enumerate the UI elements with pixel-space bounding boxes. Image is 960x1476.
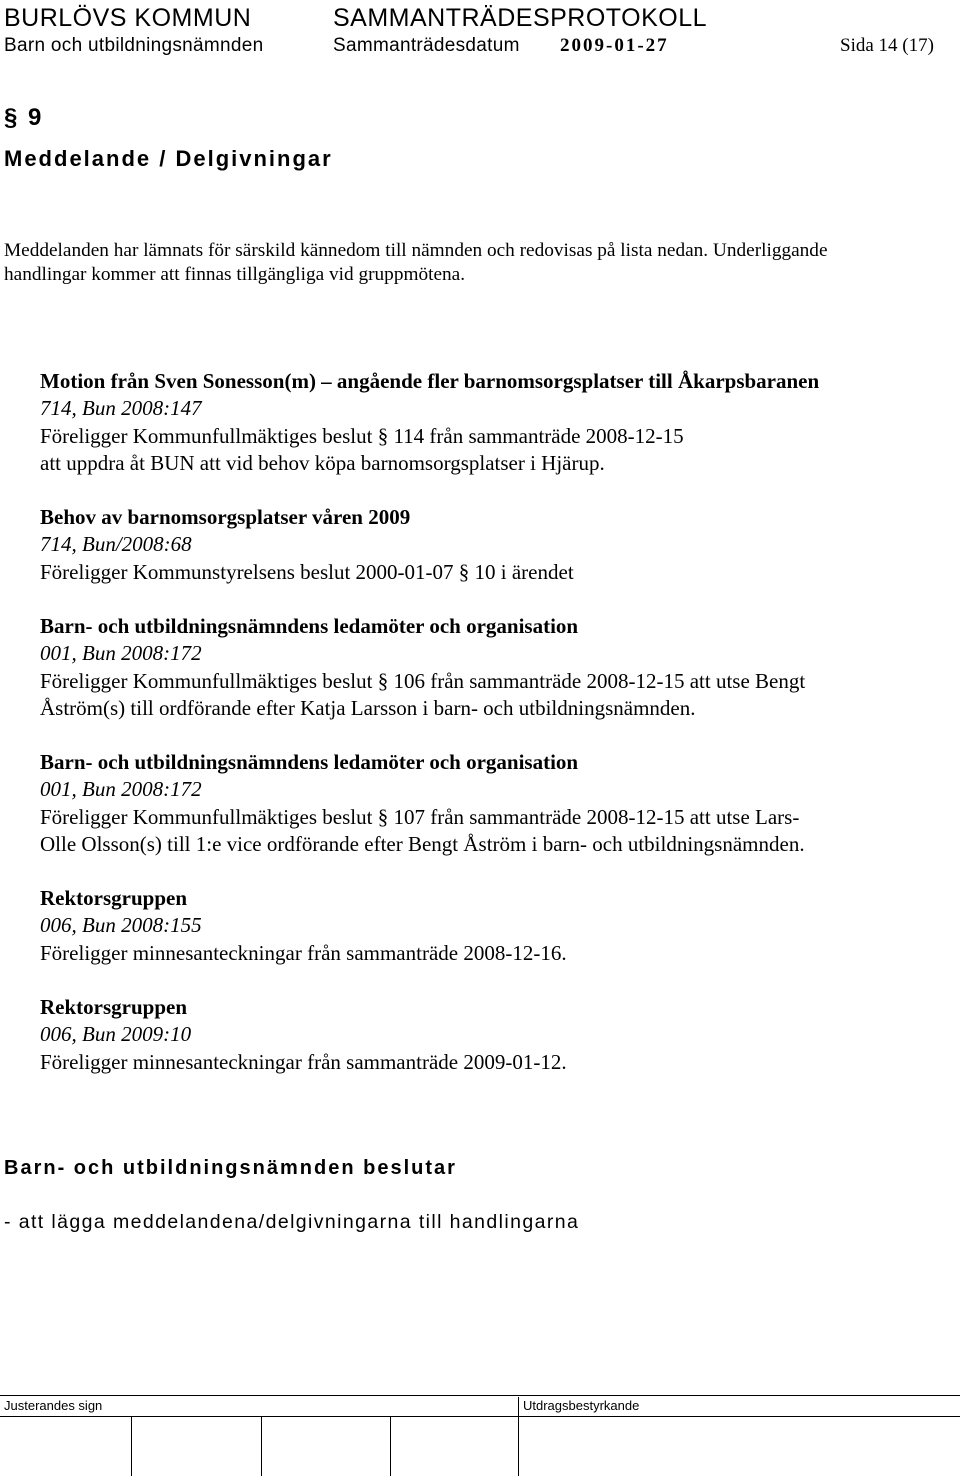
footer-top-rule (0, 1395, 960, 1396)
signature-box-divider (261, 1416, 262, 1476)
item-text-line: Åström(s) till ordförande efter Katja Larsson i barn- och utbildningsnämnden. (40, 696, 696, 720)
date-label: Sammanträdesdatum (333, 35, 520, 56)
item-reference: 714, Bun/2008:68 (40, 532, 192, 556)
item-text-line: att uppdra åt BUN att vid behov köpa barnomsorgsplatser i Hjärup. (40, 451, 605, 475)
signature-box-divider (131, 1416, 132, 1476)
footer-mid-rule (0, 1416, 960, 1417)
item-reference: 714, Bun 2008:147 (40, 396, 202, 420)
signature-label: Justerandes sign (4, 1398, 103, 1413)
item-title: Behov av barnomsorgsplatser våren 2009 (40, 505, 411, 529)
meeting-date: 2009-01-27 (560, 35, 669, 56)
item-reference: 006, Bun 2008:155 (40, 913, 202, 937)
intro-line-2: handlingar kommer att finnas tillgängliga vid gruppmötena. (4, 264, 466, 285)
item-title: Barn- och utbildningsnämndens ledamöter och organisation (40, 614, 579, 638)
item-reference: 006, Bun 2009:10 (40, 1022, 192, 1046)
item-title: Rektorsgruppen (40, 886, 188, 910)
item-text-line: Föreligger minnesanteckningar från sammanträde 2009-01-12. (40, 1050, 567, 1074)
committee-name: Barn och utbildningsnämnden (4, 35, 264, 56)
certification-label: Utdragsbestyrkande (523, 1398, 640, 1413)
signature-box-divider (518, 1397, 519, 1476)
item-text-line: Föreligger Kommunfullmäktiges beslut § 106 från sammanträde 2008-12-15 att utse Bengt (40, 669, 806, 693)
signature-box-divider (390, 1416, 391, 1476)
item-title: Rektorsgruppen (40, 995, 188, 1019)
section-number: § 9 (4, 104, 44, 131)
item-title: Motion från Sven Sonesson(m) – angående fler barnomsorgsplatser till Åkarpsbaranen (40, 369, 820, 393)
item-text-line: Olle Olsson(s) till 1:e vice ordförande efter Bengt Åström i barn- och utbildningsnämnden. (40, 832, 805, 856)
item-text-line: Föreligger Kommunstyrelsens beslut 2000-01-07 § 10 i ärendet (40, 560, 574, 584)
item-text-line: Föreligger minnesanteckningar från sammanträde 2008-12-16. (40, 941, 567, 965)
municipality-name: BURLÖVS KOMMUN (4, 4, 252, 32)
page-number: Sida 14 (17) (840, 35, 934, 56)
document-type: SAMMANTRÄDESPROTOKOLL (333, 4, 708, 32)
decision-text: - att lägga meddelandena/delgivningarna till handlingarna (4, 1211, 580, 1233)
item-reference: 001, Bun 2008:172 (40, 777, 202, 801)
section-title: Meddelande / Delgivningar (4, 146, 333, 171)
item-text-line: Föreligger Kommunfullmäktiges beslut § 114 från sammanträde 2008-12-15 (40, 424, 684, 448)
item-reference: 001, Bun 2008:172 (40, 641, 202, 665)
decision-heading: Barn- och utbildningsnämnden beslutar (4, 1157, 457, 1179)
intro-line-1: Meddelanden har lämnats för särskild kännedom till nämnden och redovisas på lista nedan. Underliggande (4, 240, 828, 261)
item-text-line: Föreligger Kommunfullmäktiges beslut § 107 från sammanträde 2008-12-15 att utse Lars- (40, 805, 800, 829)
item-title: Barn- och utbildningsnämndens ledamöter och organisation (40, 750, 579, 774)
